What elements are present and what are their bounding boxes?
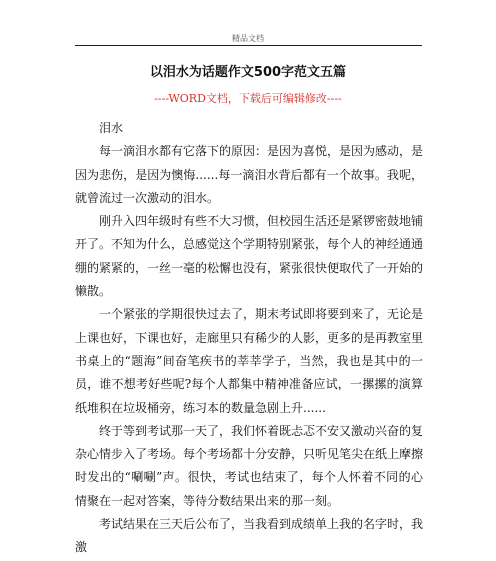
page-header: 精品文档 <box>232 34 264 43</box>
paragraph: 终于等到考试那一天了，我们怀着既忐忑不安又激动兴奋的复杂心情步入了考场。每个考场都十分安静，只听见笔尖在纸上摩擦时发出的“唰唰”声。很快，考试也结束了，每个人怀着不同的心情聚在一起对答案，等待分数结果出来的那一刻。 <box>75 423 424 508</box>
document-title: 以泪水为话题作文500字范文五篇 <box>149 65 347 80</box>
paragraph-heading: 泪水 <box>99 121 124 135</box>
document-subtitle: ----WORD文档，下载后可编辑修改---- <box>154 92 342 105</box>
header-divider <box>75 45 422 46</box>
paragraph: 每一滴泪水都有它落下的原因：是因为喜悦，是因为感动，是因为悲伤，是因为懊悔......每一滴泪水背后都有一个故事。我呢，就曾流过一次激动的泪水。 <box>75 144 424 205</box>
paragraph: 一个紧张的学期很快过去了，期末考试即将要到来了，无论是上课也好，下课也好，走廊里只有稀少的人影，更多的是再教室里书桌上的“题海”间奋笔疾书的莘莘学子，当然，我也是其中的一员，谁不想考好些呢?每个人都集中精神准备应试，一摞摞的演算纸堆积在垃圾桶旁，练习本的数量急剧上升...... <box>75 307 424 415</box>
paragraph: 考试结果在三天后公布了，当我看到成绩单上我的名字时，我激 <box>75 517 424 555</box>
document-body <box>75 117 423 560</box>
paragraph: 刚升入四年级时有些不大习惯，但校园生活还是紧锣密鼓地铺开了。不知为什么，总感觉这个学期特别紧张，每个人的神经通通绷的紧紧的，一丝一毫的松懈也没有，紧张很快便取代了一开始的懒散。 <box>75 214 424 299</box>
